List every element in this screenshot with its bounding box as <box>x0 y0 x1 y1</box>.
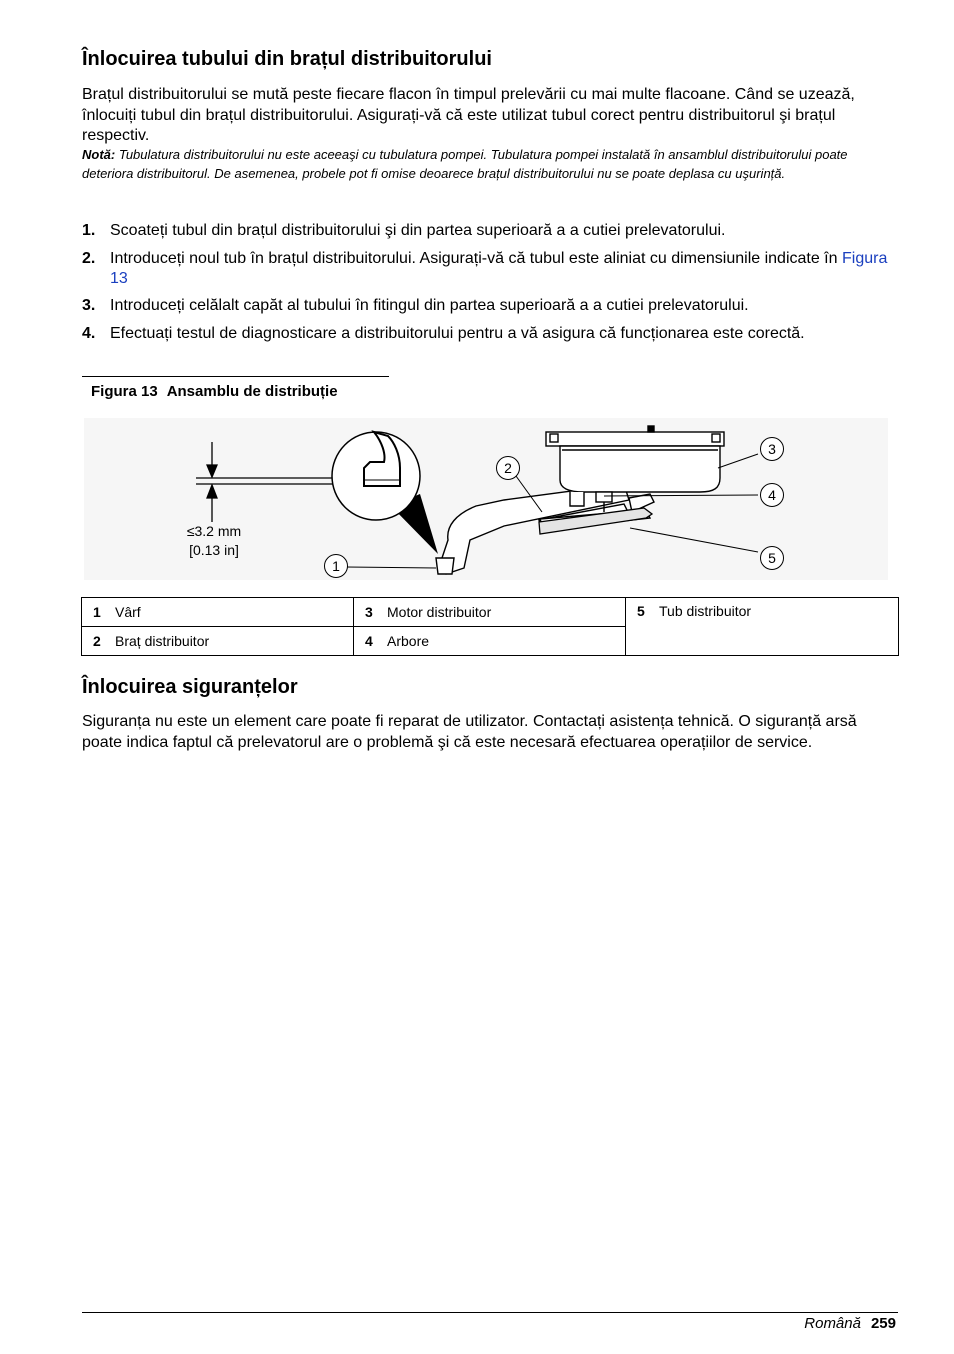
callout-number: 2 <box>504 460 512 476</box>
step-number: 3. <box>82 297 96 314</box>
callout-number: 4 <box>768 487 776 503</box>
legend-number: 2 <box>93 633 101 649</box>
page-footer <box>804 1314 896 1334</box>
section-heading-arm-tube: Înlocuirea tubului din brațul distribuitorului <box>82 48 492 70</box>
legend-number: 1 <box>93 604 101 620</box>
note-text: Tubulatura distribuitorului nu este aceeaşi cu tubulatura pompei. Tubulatura pompei instalată în ansamblul distribuitorului poate deteriora distribuitorul. De asemenea, probele pot fi omise deoarece brațul distribuitorului nu se poate deplasa cu uşurință. <box>82 147 848 181</box>
callout-number: 5 <box>768 550 776 566</box>
legend-label: Braț distribuitor <box>115 633 210 649</box>
footer-rule <box>82 1312 898 1313</box>
page-number: 259 <box>870 1315 896 1332</box>
intro-paragraph: Brațul distribuitorului se mută peste fiecare flacon în timpul prelevării cu mai multe flacoane. Când se uzează, înlocuiți tubul din brațul distribuitorului. Asigurați-vă că este utilizat tubul corect pentru distribuitorul şi brațul respectiv. <box>82 86 855 144</box>
legend-label: Arbore <box>387 633 430 649</box>
step-number: 1. <box>82 222 96 239</box>
footer-language: Română <box>804 1315 861 1332</box>
callout-number: 1 <box>332 558 340 574</box>
legend-label: Vârf <box>115 604 141 620</box>
step-text: Introduceți celălalt capăt al tubului în fitingul din partea superioară a a cutiei prelevatorului. <box>110 297 749 314</box>
figure-legend-table <box>81 597 899 656</box>
procedure-steps <box>82 221 898 351</box>
legend-cell <box>354 598 626 627</box>
figure-title: Ansamblu de distribuție <box>166 383 338 400</box>
table-row <box>82 598 899 627</box>
step-item <box>82 221 898 241</box>
figure-label: Figura 13 <box>91 383 158 400</box>
step-text: Efectuați testul de diagnosticare a distribuitorului pentru a vă asigura că funcționarea este corectă. <box>110 324 805 342</box>
legend-cell <box>82 598 354 627</box>
figure-link[interactable]: Figura 13 <box>110 249 888 287</box>
fuses-paragraph: Siguranța nu este un element care poate fi reparat de utilizator. Contactați asistența tehnică. O siguranță arsă poate indica faptul că prelevatorul are o problemă şi că este necesară efectuarea operațiilor de service. <box>82 713 857 751</box>
section-heading-fuses: Înlocuirea siguranțelor <box>82 676 298 698</box>
step-text: Scoateți tubul din brațul distribuitorului şi din partea superioară a a cutiei prelevatorului. <box>110 222 726 239</box>
step-text: Introduceți noul tub în brațul distribuitorului. Asigurați-vă că tubul este aliniat cu dimensiunile indicate în <box>110 249 838 267</box>
dimension-mm: ≤3.2 mm <box>186 523 242 539</box>
legend-number: 5 <box>637 603 645 619</box>
callout-5 <box>761 547 784 570</box>
legend-number: 4 <box>365 633 373 649</box>
note-label: Notă: <box>82 147 116 162</box>
legend-cell <box>626 598 899 656</box>
legend-number: 3 <box>365 604 373 620</box>
callout-2 <box>497 457 520 480</box>
figure-rule <box>82 376 389 377</box>
step-item <box>82 324 898 344</box>
figure-caption <box>91 382 338 402</box>
legend-label: Motor distribuitor <box>387 604 492 620</box>
callout-1 <box>325 555 348 578</box>
callout-number: 3 <box>768 441 776 457</box>
step-number: 4. <box>82 324 96 342</box>
step-number: 2. <box>82 249 96 267</box>
distributor-assembly-illustration <box>84 418 888 580</box>
legend-cell <box>354 627 626 656</box>
legend-label: Tub distribuitor <box>659 603 752 619</box>
callout-3 <box>761 438 784 461</box>
legend-cell <box>82 627 354 656</box>
callout-4 <box>761 484 784 507</box>
step-item <box>82 296 898 316</box>
note <box>82 146 898 183</box>
step-item <box>82 249 898 289</box>
dimension-in: [0.13 in] <box>189 542 239 558</box>
